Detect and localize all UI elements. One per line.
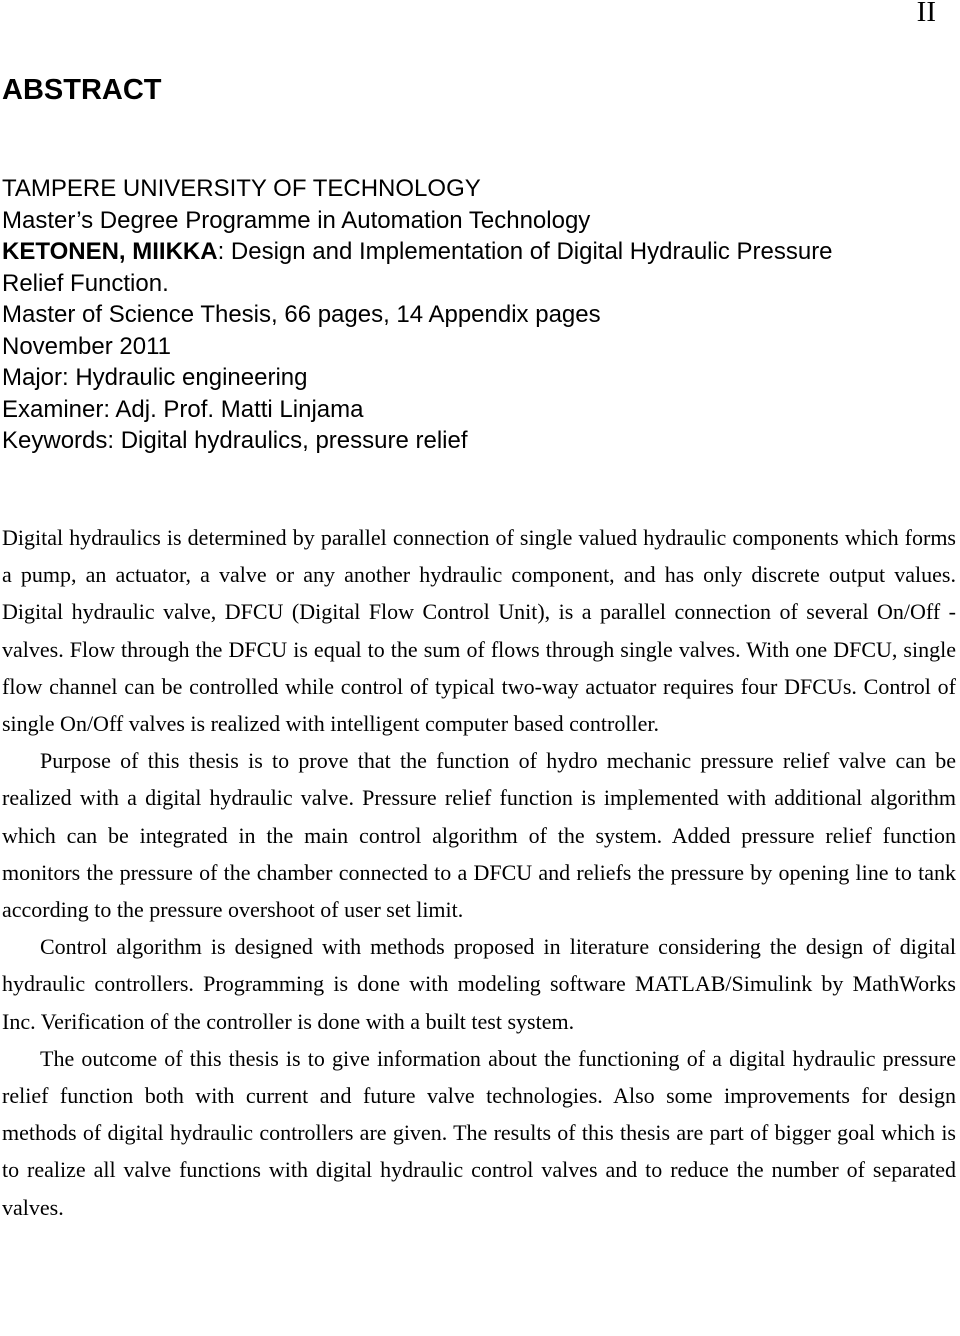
thesis-metadata — [2, 173, 952, 457]
abstract-paragraph-2: Purpose of this thesis is to prove that the function of hydro mechanic pressure relief valve can be realized with a digital hydraulic valve. Pressure relief function is implemented with additional algorithm which can be integrated in the main control algorithm of the system. Added pressure relief function monitors the pressure of the chamber connected to a DFCU and reliefs the pressure by opening line to tank according to the pressure overshoot of user set limit. — [2, 748, 956, 923]
thesis-date: November 2011 — [2, 332, 171, 360]
abstract-paragraph-1: Digital hydraulics is determined by parallel connection of single valued hydraulic components which forms a pump, an actuator, a valve or any another hydraulic component, and has only discrete output values. Digital hydraulic valve, DFCU (Digital Flow Control Unit), is a parallel connection of several On/Off -valves. Flow through the DFCU is equal to the sum of flows through single valves. With one DFCU, single flow channel can be controlled while control of typical two-way actuator requires four DFCUs. Control of single On/Off valves is realized with intelligent computer based controller. — [2, 525, 956, 737]
thesis-info: Master of Science Thesis, 66 pages, 14 Appendix pages — [2, 301, 601, 328]
university-name: TAMPERE UNIVERSITY OF TECHNOLOGY — [2, 175, 481, 202]
thesis-examiner: Examiner: Adj. Prof. Matti Linjama — [2, 395, 364, 423]
thesis-major: Major: Hydraulic engineering — [2, 364, 308, 391]
thesis-title-part2: Relief Function. — [2, 269, 169, 297]
abstract-paragraph-3: Control algorithm is designed with methods proposed in literature considering the design of digital hydraulic controllers. Programming is done with modeling software MATLAB/Simulink by MathWorks Inc. Verification of the controller is done with a built test system. — [2, 934, 956, 1034]
author-name: KETONEN, MIIKKA — [2, 238, 218, 265]
degree-programme: Master’s Degree Programme in Automation Technology — [2, 206, 591, 234]
thesis-keywords: Keywords: Digital hydraulics, pressure relief — [2, 427, 468, 454]
thesis-title-part1: : Design and Implementation of Digital Hydraulic Pressure — [217, 238, 833, 265]
abstract-body — [2, 519, 956, 1226]
page-number: II — [916, 0, 936, 28]
page-title: ABSTRACT — [2, 74, 162, 106]
author-title-line — [2, 236, 952, 268]
abstract-paragraph-4: The outcome of this thesis is to give information about the functioning of a digital hydraulic pressure relief function both with current and future valve technologies. Also some improvements for design methods of digital hydraulic controllers are given. The results of this thesis are part of bigger goal which is to realize all valve functions with digital hydraulic control valves and to reduce the number of separated valves. — [2, 1045, 956, 1220]
